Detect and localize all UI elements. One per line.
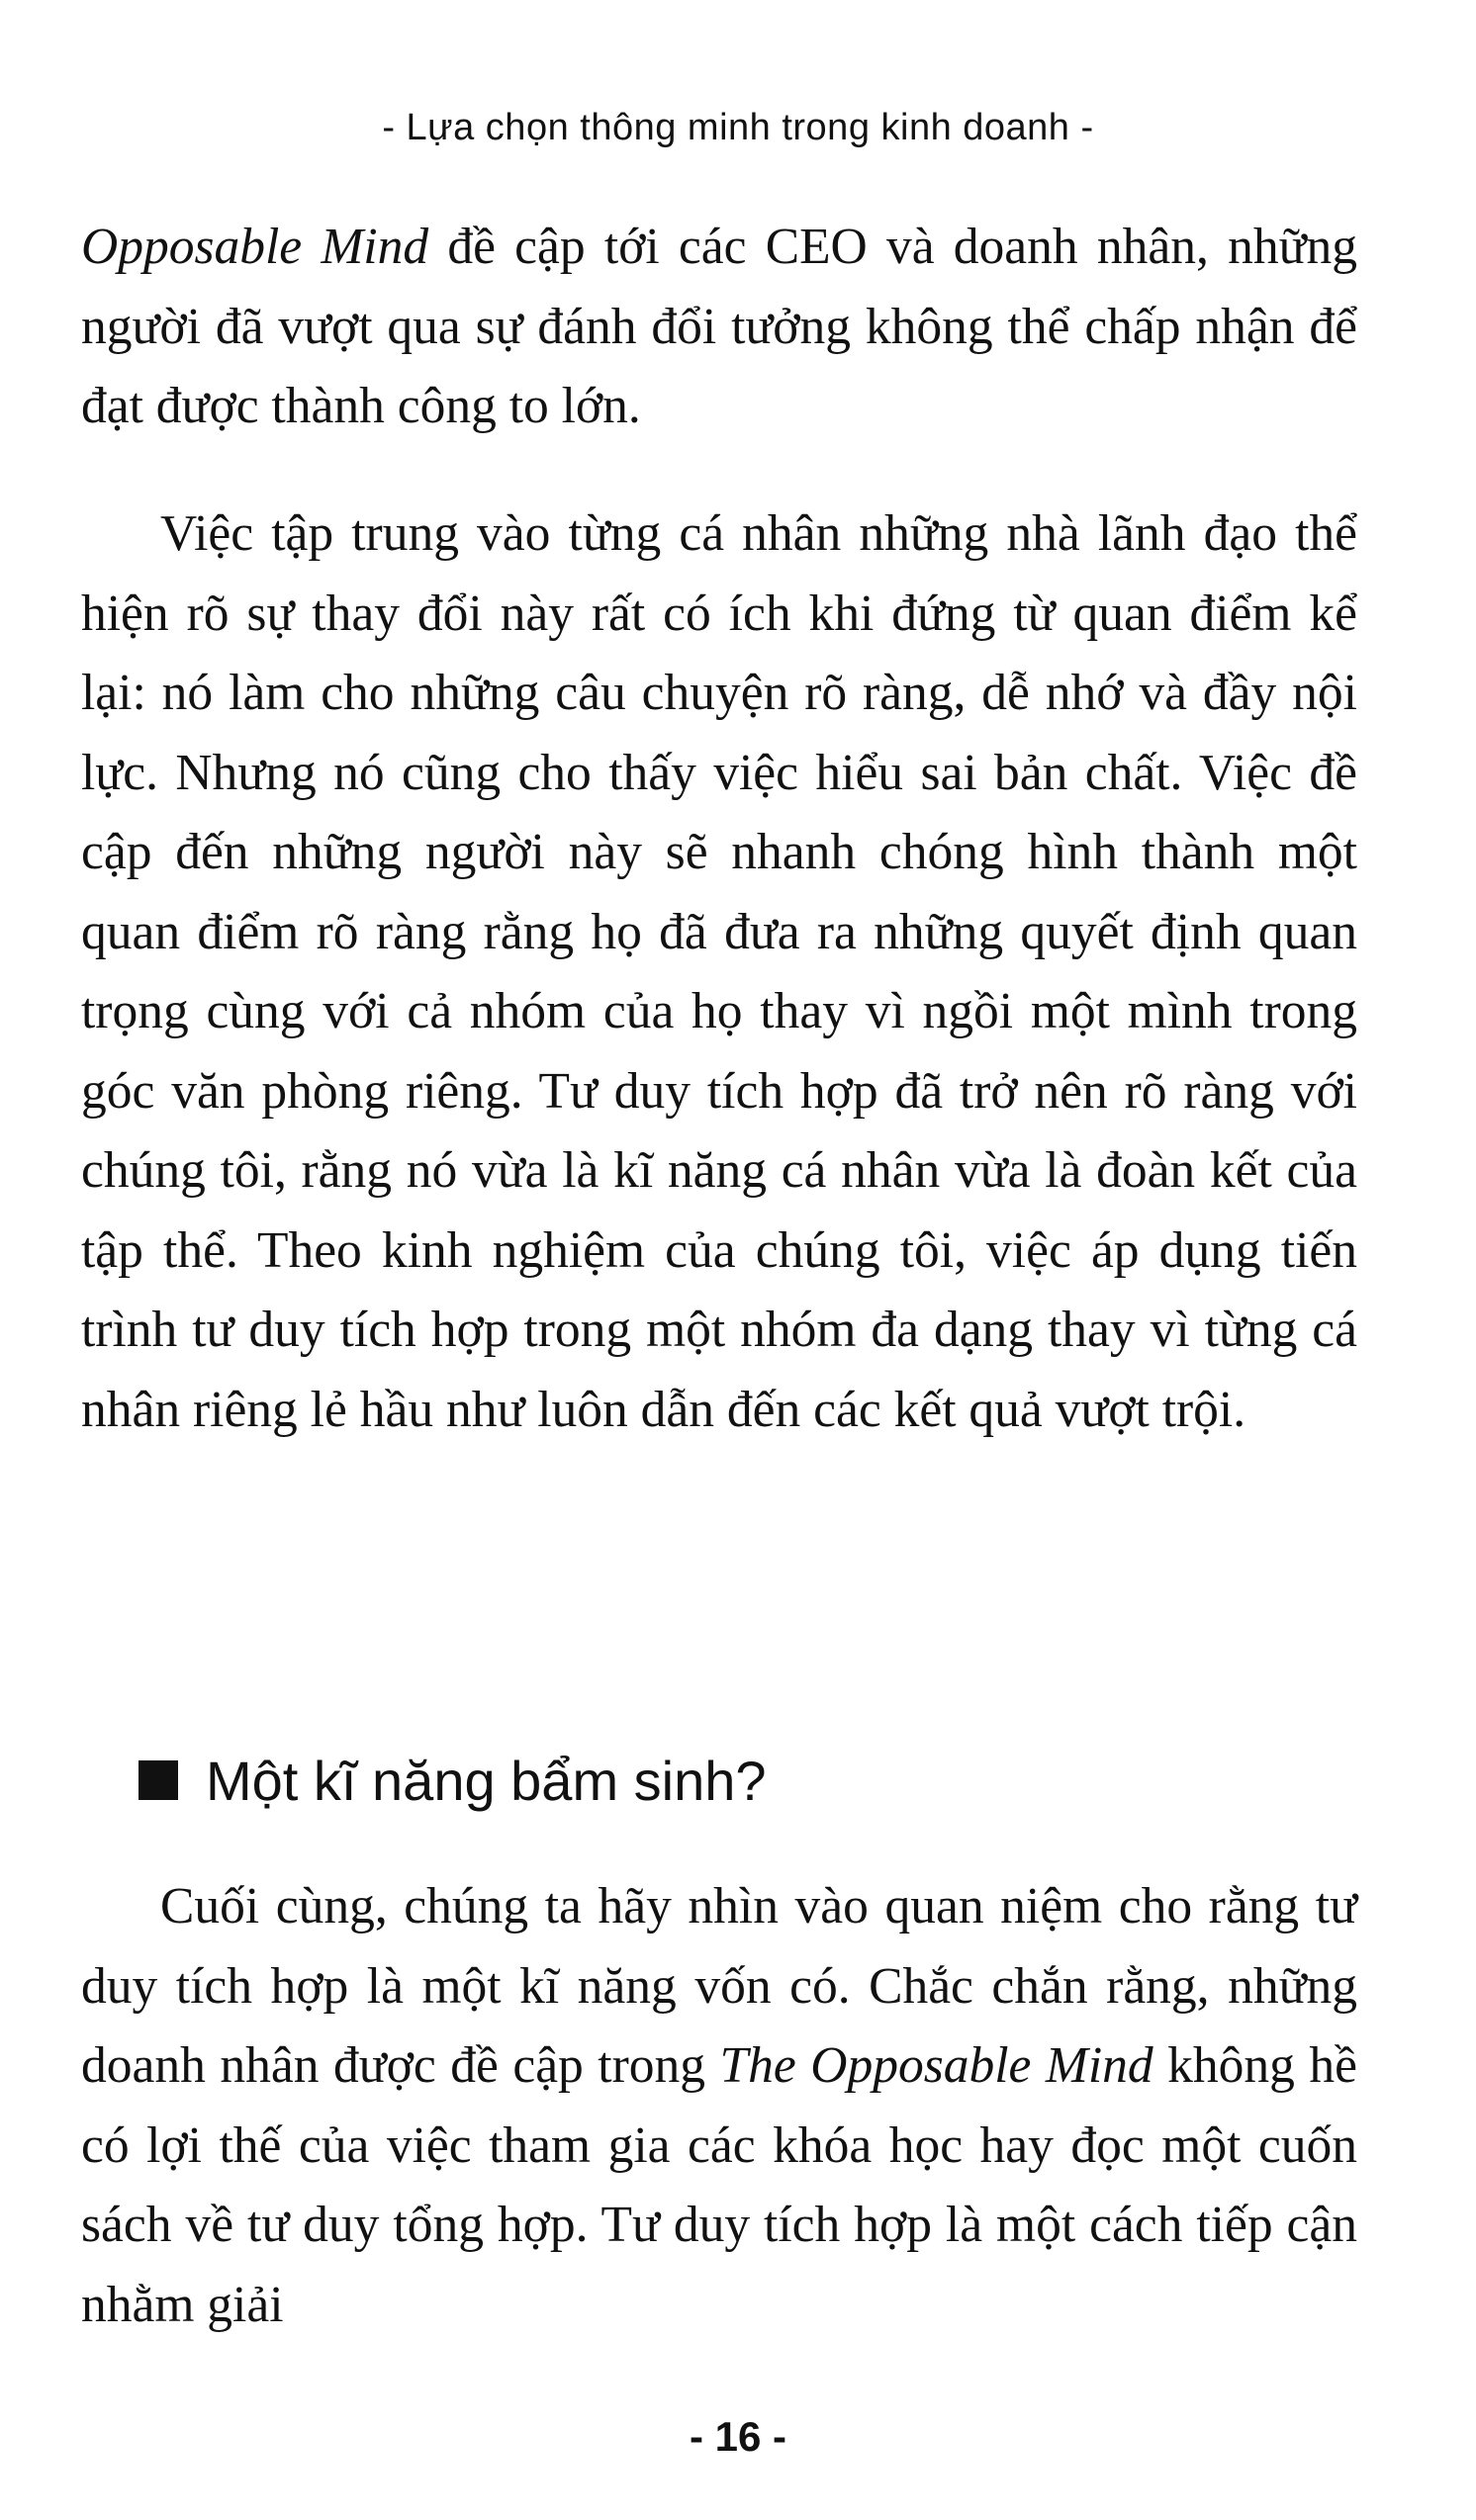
paragraph-3-text-before: Cuối cùng, chúng ta hãy nhìn vào quan niệm cho rằng tư duy tích hợp là một kĩ năng vốn có. Chắc chắn rằng, những doanh nhân được đề cập trong: [81, 1878, 1357, 2094]
book-title-italic: Opposable Mind: [81, 219, 429, 275]
paragraph-2-text: Việc tập trung vào từng cá nhân những nhà lãnh đạo thể hiện rõ sự thay đổi này rất có ích khi đứng từ quan điểm kể lại: nó làm cho những câu chuyện rõ ràng, dễ nhớ và đầy nội lực. Nhưng nó cũng cho thấy việc hiểu sai bản chất. Việc đề cập đến những người này sẽ nhanh chóng hình thành một quan điểm rõ ràng rằng họ đã đưa ra những quyết định quan trọng cùng với cả nhóm của họ thay vì ngồi một mình trong góc văn phòng riêng. Tư duy tích hợp đã trở nên rõ ràng với chúng tôi, rằng nó vừa là kĩ năng cá nhân vừa là đoàn kết của tập thể. Theo kinh nghiệm của chúng tôi, việc áp dụng tiến trình tư duy tích hợp trong một nhóm đa dạng thay vì từng cá nhân riêng lẻ hầu như luôn dẫn đến các kết quả vượt trội.: [81, 505, 1357, 1438]
book-title-italic-2: The Opposable Mind: [719, 2037, 1153, 2094]
section-heading: [138, 1741, 767, 1820]
section-heading-text: Một kĩ năng bẩm sinh?: [206, 1749, 767, 1812]
running-header: - Lựa chọn thông minh trong kinh doanh -: [382, 107, 1094, 148]
paragraph-1-text: đề cập tới các CEO và doanh nhân, những người đã vượt qua sự đánh đổi tưởng không thể chấp nhận để đạt được thành công to lớn.: [81, 219, 1357, 434]
paragraph-3: [81, 1867, 1357, 2345]
paragraph-3-text-after: không hề có lợi thế của việc tham gia các khóa học hay đọc một cuốn sách về tư duy tổng hợp. Tư duy tích hợp là một cách tiếp cận nhằm giải: [81, 2037, 1358, 2333]
paragraph-2: [81, 495, 1357, 1450]
page-number: - 16 -: [689, 2413, 787, 2460]
paragraph-1: [81, 208, 1357, 447]
square-bullet-icon: [138, 1760, 178, 1800]
